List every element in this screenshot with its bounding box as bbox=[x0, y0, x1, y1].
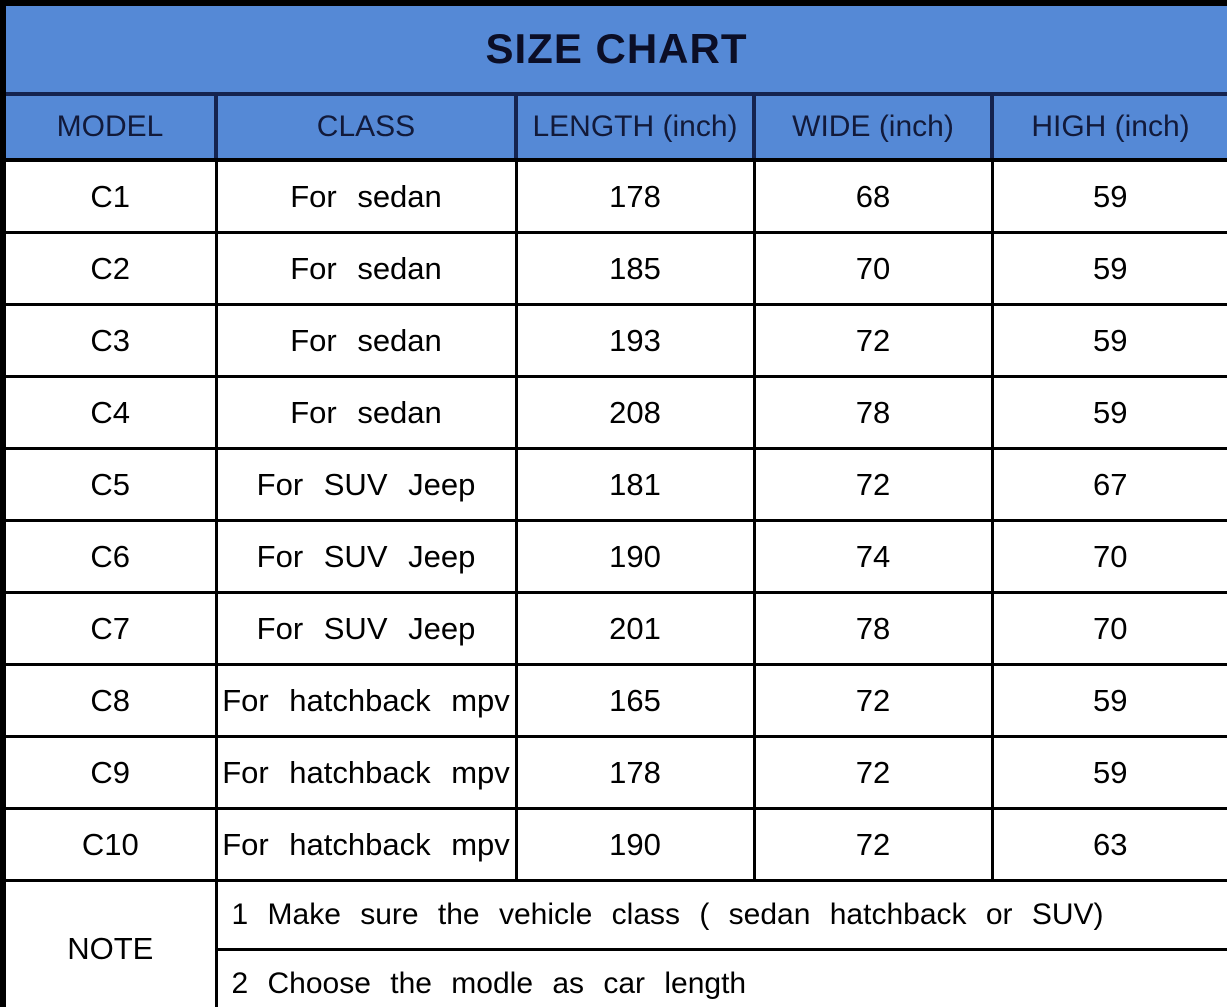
table-row bbox=[3, 233, 1227, 305]
class-cell: For SUV Jeep bbox=[216, 521, 516, 593]
wide-cell: 72 bbox=[754, 809, 992, 881]
table-row bbox=[3, 449, 1227, 521]
column-header-class: CLASS bbox=[216, 94, 516, 160]
table-row bbox=[3, 593, 1227, 665]
high-cell: 63 bbox=[992, 809, 1227, 881]
class-cell: For hatchback mpv bbox=[216, 809, 516, 881]
note-item-2: 2 Choose the modle as car length bbox=[216, 950, 1227, 1007]
wide-cell: 78 bbox=[754, 593, 992, 665]
column-header-high: HIGH (inch) bbox=[992, 94, 1227, 160]
title-row bbox=[3, 3, 1227, 94]
length-cell: 208 bbox=[516, 377, 754, 449]
table-row bbox=[3, 737, 1227, 809]
table-row bbox=[3, 377, 1227, 449]
class-cell: For hatchback mpv bbox=[216, 737, 516, 809]
wide-cell: 72 bbox=[754, 665, 992, 737]
wide-cell: 72 bbox=[754, 737, 992, 809]
length-cell: 178 bbox=[516, 160, 754, 233]
high-cell: 59 bbox=[992, 233, 1227, 305]
table-row bbox=[3, 665, 1227, 737]
note-row-1 bbox=[3, 881, 1227, 950]
model-cell: C4 bbox=[3, 377, 216, 449]
high-cell: 59 bbox=[992, 377, 1227, 449]
class-cell: For sedan bbox=[216, 160, 516, 233]
class-cell: For sedan bbox=[216, 377, 516, 449]
wide-cell: 68 bbox=[754, 160, 992, 233]
note-label: NOTE bbox=[3, 881, 216, 1007]
high-cell: 70 bbox=[992, 521, 1227, 593]
high-cell: 70 bbox=[992, 593, 1227, 665]
column-header-row bbox=[3, 94, 1227, 160]
length-cell: 190 bbox=[516, 521, 754, 593]
model-cell: C7 bbox=[3, 593, 216, 665]
table-row bbox=[3, 160, 1227, 233]
column-header-model: MODEL bbox=[3, 94, 216, 160]
wide-cell: 78 bbox=[754, 377, 992, 449]
length-cell: 193 bbox=[516, 305, 754, 377]
model-cell: C5 bbox=[3, 449, 216, 521]
column-header-length: LENGTH (inch) bbox=[516, 94, 754, 160]
wide-cell: 72 bbox=[754, 305, 992, 377]
high-cell: 67 bbox=[992, 449, 1227, 521]
high-cell: 59 bbox=[992, 737, 1227, 809]
model-cell: C10 bbox=[3, 809, 216, 881]
length-cell: 178 bbox=[516, 737, 754, 809]
wide-cell: 70 bbox=[754, 233, 992, 305]
length-cell: 185 bbox=[516, 233, 754, 305]
high-cell: 59 bbox=[992, 665, 1227, 737]
model-cell: C8 bbox=[3, 665, 216, 737]
length-cell: 201 bbox=[516, 593, 754, 665]
note-item-1: 1 Make sure the vehicle class ( sedan hatchback or SUV) bbox=[216, 881, 1227, 950]
wide-cell: 74 bbox=[754, 521, 992, 593]
wide-cell: 72 bbox=[754, 449, 992, 521]
class-cell: For sedan bbox=[216, 305, 516, 377]
high-cell: 59 bbox=[992, 160, 1227, 233]
class-cell: For SUV Jeep bbox=[216, 449, 516, 521]
model-cell: C1 bbox=[3, 160, 216, 233]
table-title: SIZE CHART bbox=[3, 3, 1227, 94]
high-cell: 59 bbox=[992, 305, 1227, 377]
class-cell: For sedan bbox=[216, 233, 516, 305]
length-cell: 190 bbox=[516, 809, 754, 881]
class-cell: For SUV Jeep bbox=[216, 593, 516, 665]
table-row bbox=[3, 809, 1227, 881]
column-header-wide: WIDE (inch) bbox=[754, 94, 992, 160]
length-cell: 181 bbox=[516, 449, 754, 521]
model-cell: C9 bbox=[3, 737, 216, 809]
table-row bbox=[3, 305, 1227, 377]
table-row bbox=[3, 521, 1227, 593]
class-cell: For hatchback mpv bbox=[216, 665, 516, 737]
model-cell: C3 bbox=[3, 305, 216, 377]
model-cell: C6 bbox=[3, 521, 216, 593]
length-cell: 165 bbox=[516, 665, 754, 737]
model-cell: C2 bbox=[3, 233, 216, 305]
